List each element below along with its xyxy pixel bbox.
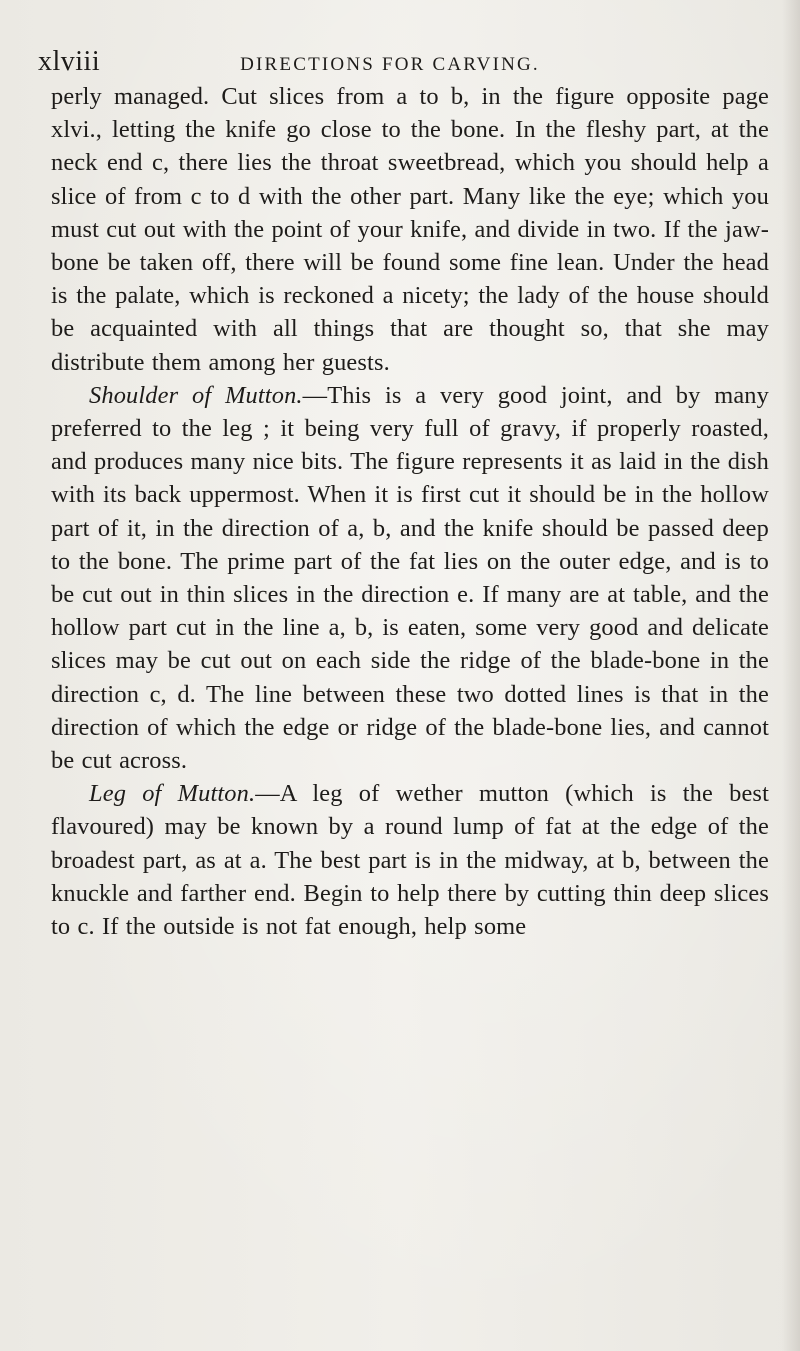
body-text [51, 80, 769, 943]
section-heading: Shoulder of Mutton. [89, 381, 303, 409]
paragraph-leg-of-mutton: Leg of Mutton.—A leg of wether mutton (which is the best flavoured) may be known by a round lump of fat at the edge of the broadest part, as at a. The best part is in the midway, at b, between the knuckle and farther end. Begin to help there by cutting thin deep slices to c. If the outside is not fat enough, help some [51, 780, 769, 941]
running-head: DIRECTIONS FOR CARVING. [240, 54, 540, 75]
paragraph-text: This is a very good joint, and by many preferred to the leg ; it being very full of gravy, if properly roasted, and produces many nice bits. The figure represents it as laid in the dish with its back uppermost. When it is first cut it should be in the hollow part of it, in the direction of a, b, and the knife should be passed deep to the bone. The prime part of the fat lies on the outer edge, and is to be cut out in thin slices in the direction e. If many are at table, and the hollow part cut in the line a, b, is eaten, some very good and delicate slices may be cut out on each side the ridge of the blade-bone in the direction c, d. The line between these two dotted lines is that in the direction of which the edge or ridge of the blade-bone lies, and cannot be cut across. [51, 381, 769, 775]
page-edge-shadow [782, 0, 800, 1351]
paragraph-continuation [51, 80, 769, 379]
paragraph-text: A leg of wether mutton (which is the best flavoured) may be known by a round lump of fat at the edge of the broadest part, as at a. The best part is in the midway, at b, between the knuckle and farther end. Begin to help there by cutting thin deep slices to c. If the outside is not fat enough, help some [51, 780, 769, 941]
section-heading: Leg of Mutton. [89, 780, 256, 808]
paragraph-shoulder-of-mutton: Shoulder of Mutton.—This is a very good joint, and by many preferred to the leg ; it being very full of gravy, if properly roasted, and produces many nice bits. The figure represents it as laid in the dish with its back uppermost. When it is first cut it should be in the hollow part of it, in the direction of a, b, and the knife should be passed deep to the bone. The prime part of the fat lies on the outer edge, and is to be cut out in thin slices in the direction e. If many are at table, and the hollow part cut in the line a, b, is eaten, some very good and delicate slices may be cut out on each side the ridge of the blade-bone in the direction c, d. The line between these two dotted lines is that in the direction of which the edge or ridge of the blade-bone lies, and cannot be cut across. [51, 381, 769, 775]
page-number: xlviii [38, 46, 101, 77]
paragraph-text: perly managed. Cut slices from a to b, in the figure opposite page xlvi., letting the knife go close to the bone. In the fleshy part, at the neck end c, there lies the throat sweetbread, which you should help a slice of from c to d with the other part. Many like the eye; which you must cut out with the point of your knife, and divide in two. If the jaw-bone be taken off, there will be found some fine lean. Under the head is the palate, which is reckoned a nicety; the lady of the house should be acquainted with all things that are thought so, that she may distribute them among her guests. [51, 83, 769, 376]
